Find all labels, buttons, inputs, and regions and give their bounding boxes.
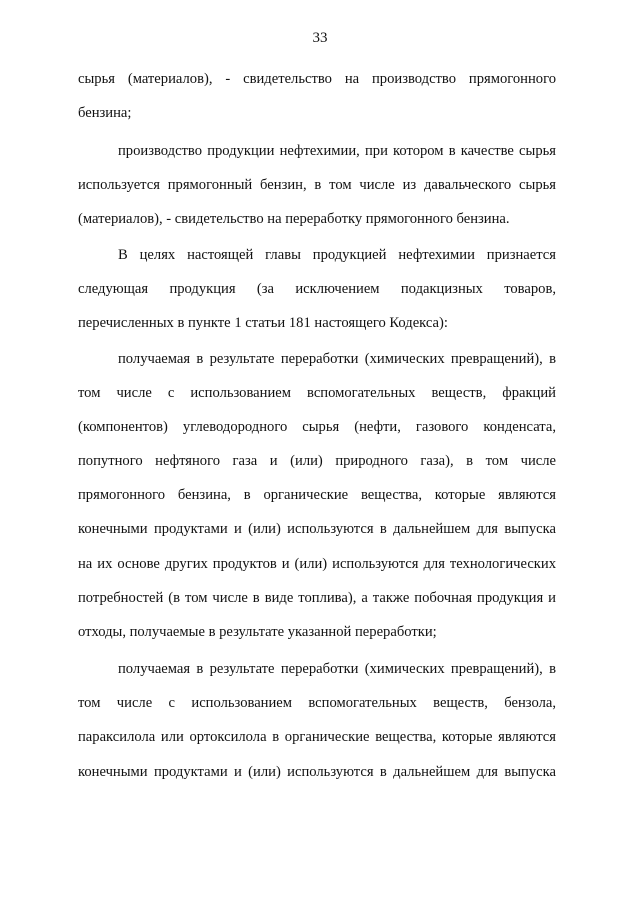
text-line: на их основе других продуктов и (или) используются для технологических (78, 556, 556, 572)
text-line: конечными продуктами и (или) используются в дальнейшем для выпуска (78, 764, 556, 780)
text-line: перечисленных в пункте 1 статьи 181 настоящего Кодекса): (78, 315, 448, 331)
text-line: попутного нефтяного газа и (или) природного газа), в том числе (78, 453, 556, 469)
text-line: получаемая в результате переработки (химических превращений), в (118, 351, 556, 367)
text-line: конечными продуктами и (или) используются в дальнейшем для выпуска (78, 521, 556, 537)
text-line: В целях настоящей главы продукцией нефтехимии признается (118, 247, 556, 263)
text-line: (компонентов) углеводородного сырья (нефти, газового конденсата, (78, 419, 556, 435)
text-line: прямогонного бензина, в органические вещества, которые являются (78, 487, 556, 503)
text-line: бензина; (78, 105, 132, 121)
text-line: (материалов), - свидетельство на переработку прямогонного бензина. (78, 211, 510, 227)
text-line: производство продукции нефтехимии, при котором в качестве сырья (118, 143, 556, 159)
text-line: сырья (материалов), - свидетельство на производство прямогонного (78, 71, 556, 87)
text-line: отходы, получаемые в результате указанной переработки; (78, 624, 437, 640)
text-line: следующая продукция (за исключением подакцизных товаров, (78, 281, 556, 297)
page-number: 33 (312, 30, 328, 46)
text-line: получаемая в результате переработки (химических превращений), в (118, 661, 556, 677)
text-line: том числе с использованием вспомогательных веществ, фракций (78, 385, 556, 401)
text-line: параксилола или ортоксилола в органические вещества, которые являются (78, 729, 556, 745)
text-line: потребностей (в том числе в виде топлива), а также побочная продукция и (78, 590, 556, 606)
text-line: том числе с использованием вспомогательных веществ, бензола, (78, 695, 556, 711)
text-line: используется прямогонный бензин, в том числе из давальческого сырья (78, 177, 556, 193)
